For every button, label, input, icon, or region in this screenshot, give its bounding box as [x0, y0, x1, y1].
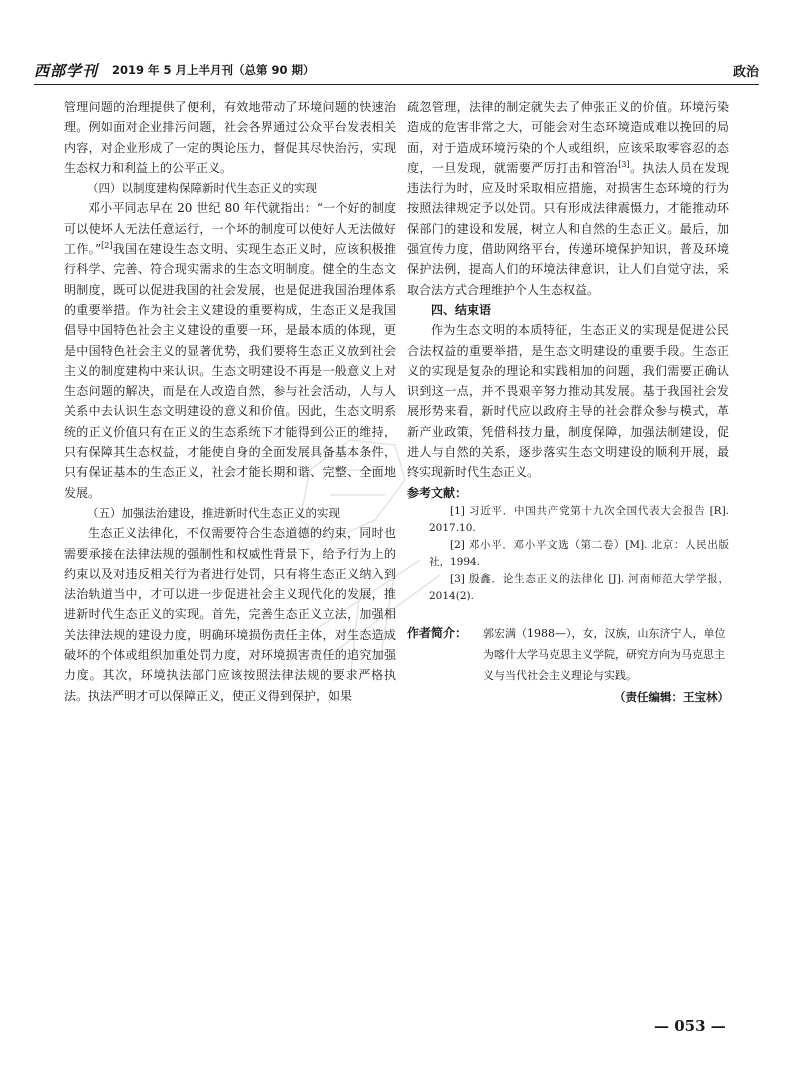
issue-info: 2019 年 5 月上半月刊（总第 90 期） — [112, 63, 315, 77]
paragraph — [64, 198, 396, 502]
subsection-heading: （四）以制度建构保障新时代生态正义的实现 — [87, 181, 317, 196]
subsection-heading: （五）加强法治建设，推进新时代生态正义的实现 — [87, 505, 340, 520]
journal-logo: 西部学刊 — [34, 62, 99, 80]
author-bio — [407, 623, 729, 686]
paragraph — [407, 97, 729, 300]
paragraph-text: 。执法人员在发现违法行为时，应及时采取相应措施，对损害生态环境的行为按照法律规定予以处罚。只有形成法律震慑力，才能推动环保部门的建设和发展，树立人和自然的生态正义。最后，加强宣传力度，借助网络平台，传递环境保护知识，普及环境保护法例，提高人们的环境法律意识，让人们自觉守法，采取合法方式合理维护个人生态权益。 — [407, 160, 729, 297]
page-number: — 053 — — [654, 1017, 726, 1035]
reference-item: [2] 邓小平．邓小平文选（第二卷）[M]. 北京：人民出版社，1994. — [429, 538, 729, 568]
author-label: 作者简介： — [407, 625, 468, 640]
page-header — [34, 60, 759, 82]
editor-credit: （责任编辑：王宝林） — [614, 689, 729, 704]
paragraph-text: 我国在建设生态文明、实现生态正义时，应该积极推行科学、完善、符合现实需求的生态文明制度。健全的生态文明制度，既可以促进我国的社会发展，也是促进我国治理体系的重要举措。作为社会主义建设的重要构成，生态正义是我国倡导中国特色社会主义建设的重要一环，是最本质的体现，更是中国特色社会主义的显著优势，我们要将生态正义放到社会主义的制度建构中来认识。生态文明建设不再是一般意义上对生态问题的解决，而是在人改造自然，参与社会活动，人与人关系中去认识生态文明建设的意义和价值。因此，生态文明系统的正义价值只有在正义的生态系统下才能得到公正的维持，只有保障其生态权益，才能使自身的全面发展具备基本条件，只有保证基本的生态正义，社会才能长期和谐、完整、全面地发展。 — [64, 242, 396, 500]
citation-marker[interactable]: [3] — [618, 159, 630, 169]
paragraph-text: 疏忽管理，法律的制定就失去了伸张正义的价值。环境污染造成的危害非常之大，可能会对生态环境造成难以挽回的局面，对于造成环境污染的个人或组织，应该采取零容忍的态度，一旦发现，就需要严厉打击和管治 — [407, 100, 729, 175]
section-heading: 四、结束语 — [431, 302, 492, 317]
citation-marker[interactable]: [2] — [101, 241, 113, 251]
paragraph: 生态正义法律化，不仅需要符合生态道德的约束，同时也需要承接在法律法规的强制性和权威性背景下，给予行为上的约束以及对违反相关行为者进行处罚，只有将生态正义纳入到法治轨道当中，才可以进一步促进社会主义现代化的发展，推进新时代生态正义的实现。首先，完善生态正义立法，加强相关法律法规的建设力度，明确环境损伤责任主体，对生态造成破坏的个体或组织加重处罚力度，对环境损害责任的追究加强力度。其次，环境执法部门应该按照法律法规的要求严格执法。执法严明才可以保障正义，使正义得到保护，如果 — [64, 526, 396, 703]
header-divider — [34, 84, 759, 85]
reference-item: [1] 习近平．中国共产党第十九次全国代表大会报告 [R]. 2017.10. — [429, 504, 729, 534]
left-column — [64, 97, 396, 706]
paragraph: 管理问题的治理提供了便利，有效地带动了环境问题的快速治理。例如面对企业排污问题，社会各界通过公众平台发表相关内容，对企业形成了一定的舆论压力，督促其尽快治污，实现生态权力和利益上的公平正义。 — [64, 100, 396, 175]
author-text: 郭宏满（1988—），女，汉族，山东济宁人，单位为喀什大学马克思主义学院，研究方向为马克思主义与当代社会主义理论与实践。 — [483, 626, 726, 682]
paragraph: 作为生态文明的本质特征，生态正义的实现是促进公民合法权益的重要举措，是生态文明建设的重要手段。生态正义的实现是复杂的理论和实践相加的问题，我们需要正确认识到这一点，并不畏艰辛努力推动其发展。基于我国社会发展形势来看，新时代应以政府主导的社会群众参与模式，革新产业政策，凭借科技力量，制度保障，加强法制建设，促进人与自然的关系，逐步落实生态文明建设的顺利开展，最终实现新时代生态正义。 — [407, 323, 729, 480]
reference-item: [3] 殷鑫．论生态正义的法律化 [J]. 河南师范大学学报，2014(2). — [429, 572, 729, 602]
references-title: 参考文献： — [407, 485, 468, 500]
section-label: 政治 — [732, 65, 759, 80]
right-column — [407, 97, 729, 707]
paragraph-text: 邓小平同志早在 20 世纪 80 年代就指出：“一个好的制度可以使坏人无法任意运行，一个坏的制度可以使好人无法做好工作。” — [64, 201, 396, 257]
